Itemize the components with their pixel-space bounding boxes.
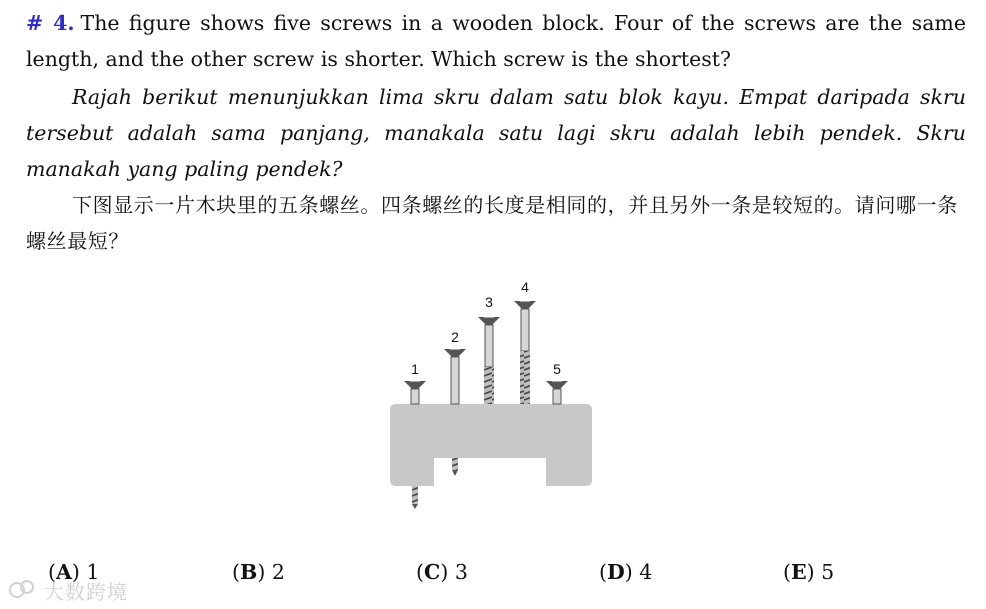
screw-label-2: 2 [451, 329, 459, 345]
screw-3 [478, 317, 500, 404]
screw-label-1: 1 [411, 361, 419, 377]
question-english [26, 5, 966, 77]
screw-figure-svg [380, 276, 606, 510]
choice-d-value: 4 [639, 560, 653, 584]
screw-label-5: 5 [553, 361, 561, 377]
wooden-block [390, 404, 592, 486]
screw-5 [546, 381, 568, 404]
choice-b-value: 2 [271, 560, 285, 584]
choice-a-value: 1 [86, 560, 100, 584]
question-number: # 4. [26, 11, 75, 35]
watermark [8, 574, 138, 604]
answer-choices [0, 560, 986, 596]
logo-icon [8, 578, 36, 600]
screw-4 [514, 301, 536, 404]
screw-label-4: 4 [521, 279, 529, 295]
question-malay: Rajah berikut menunjukkan lima skru dalam satu blok kayu. Empat daripada skru tersebut adalah sama panjang, manakala satu lagi skru adalah lebih pendek. Skru manakah yang paling pendek? [26, 85, 966, 181]
screw-label-3: 3 [485, 294, 493, 310]
choice-a[interactable]: (A) 1 [48, 560, 100, 584]
choice-c[interactable]: (C) 3 [416, 560, 468, 584]
choice-b[interactable]: (B) 2 [232, 560, 285, 584]
question-english-text: The figure shows five screws in a wooden block. Four of the screws are the same length, and the other screw is shorter. Which screw is the shortest? [26, 11, 966, 71]
choice-e[interactable]: (E) 5 [783, 560, 835, 584]
choice-d[interactable]: (D) 4 [599, 560, 653, 584]
choice-e-value: 5 [821, 560, 835, 584]
question-chinese: 下图显示一片木块里的五条螺丝。四条螺丝的长度是相同的，并且另外一条是较短的。请问哪一条螺丝最短？ [26, 193, 958, 253]
choice-c-value: 3 [454, 560, 468, 584]
screw-figure [380, 276, 606, 510]
watermark-text: 大数跨境 [44, 580, 128, 604]
